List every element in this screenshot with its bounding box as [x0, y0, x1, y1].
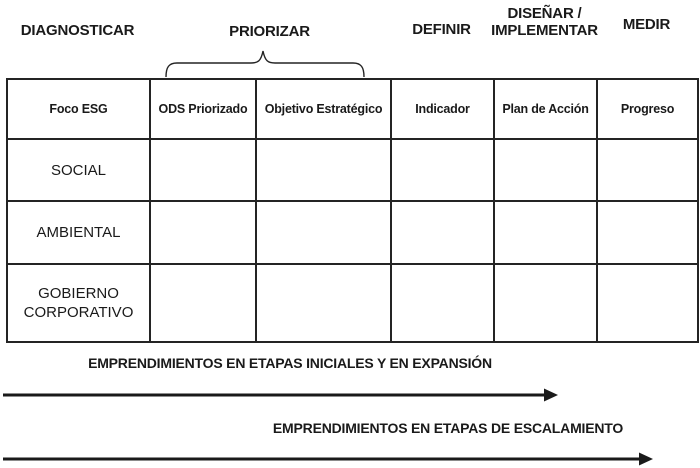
table-cell: [150, 139, 256, 201]
col-header-objetivo-estrategico: Objetivo Estratégico: [256, 79, 391, 139]
table-cell: [256, 264, 391, 342]
stage-label-disenar-implementar: DISEÑAR / IMPLEMENTAR: [491, 5, 598, 39]
row-label-social: SOCIAL: [7, 139, 150, 201]
priorizar-brace-icon: [166, 51, 364, 77]
table-cell: [150, 201, 256, 264]
arrow-label-etapas-escalamiento: EMPRENDIMIENTOS EN ETAPAS DE ESCALAMIENTO: [272, 420, 624, 436]
table-cell: [597, 201, 698, 264]
col-header-indicador: Indicador: [391, 79, 494, 139]
table-cell: [597, 139, 698, 201]
table-cell: [256, 201, 391, 264]
row-label-gobierno-corporativo: GOBIERNO CORPORATIVO: [7, 264, 150, 342]
arrow-etapas-iniciales-icon: [3, 389, 558, 402]
table-cell: [597, 264, 698, 342]
table-row-gobierno-corporativo: [7, 264, 698, 342]
esg-table: [6, 78, 699, 343]
col-header-ods-priorizado: ODS Priorizado: [150, 79, 256, 139]
arrow-label-etapas-iniciales: EMPRENDIMIENTOS EN ETAPAS INICIALES Y EN EXPANSIÓN: [88, 355, 492, 371]
table-cell: [150, 264, 256, 342]
table-cell: [256, 139, 391, 201]
table-cell: [391, 139, 494, 201]
stage-label-medir: MEDIR: [622, 16, 671, 33]
table-row-social: [7, 139, 698, 201]
table-cell: [494, 201, 597, 264]
col-header-plan-de-accion: Plan de Acción: [494, 79, 597, 139]
stage-label-diagnosticar: DIAGNOSTICAR: [20, 22, 135, 39]
table-header-row: [7, 79, 698, 139]
table-cell: [494, 264, 597, 342]
table-cell: [391, 264, 494, 342]
col-header-foco-esg: Foco ESG: [7, 79, 150, 139]
table-row-ambiental: [7, 201, 698, 264]
row-label-ambiental: AMBIENTAL: [7, 201, 150, 264]
col-header-progreso: Progreso: [597, 79, 698, 139]
stage-label-definir: DEFINIR: [412, 21, 471, 38]
table-cell: [494, 139, 597, 201]
table-cell: [391, 201, 494, 264]
arrow-etapas-escalamiento-icon: [3, 453, 653, 466]
stage-label-priorizar: PRIORIZAR: [229, 23, 310, 40]
